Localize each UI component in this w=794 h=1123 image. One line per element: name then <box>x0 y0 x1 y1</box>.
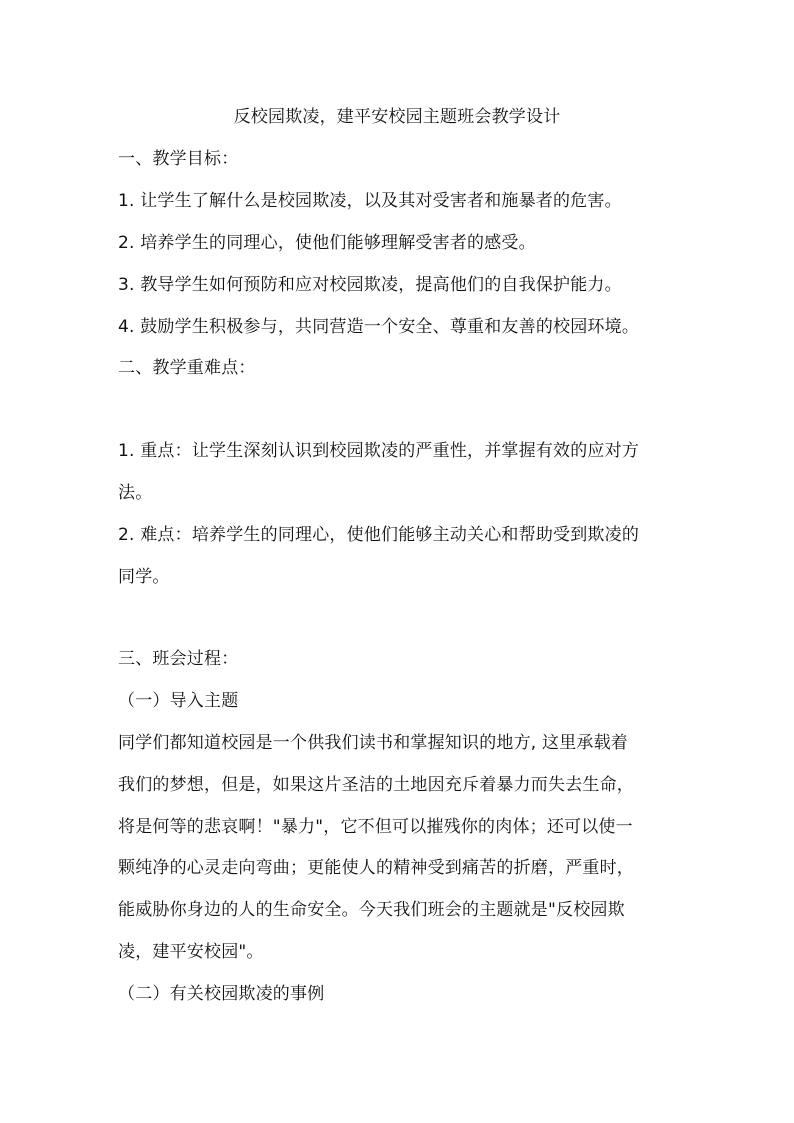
heading-key-points: 二、教学重难点： <box>118 358 256 378</box>
goal-item-2: 2. 培养学生的同理心，使他们能够理解受害者的感受。 <box>118 233 536 253</box>
intro-paragraph-line: 将是何等的悲哀啊！"暴力"，它不但可以摧残你的肉体；还可以使一 <box>118 817 633 837</box>
key-point-line: 法。 <box>118 483 153 503</box>
heading-class-process: 三、班会过程： <box>118 649 239 669</box>
goal-item-1: 1. 让学生了解什么是校园欺凌，以及其对受害者和施暴者的危害。 <box>118 191 622 211</box>
intro-paragraph-line: 能威胁你身边的人的生命安全。今天我们班会的主题就是"反校园欺 <box>118 900 625 920</box>
document-title: 反校园欺凌，建平安校园主题班会教学设计 <box>233 107 561 127</box>
intro-paragraph-line: 我们的梦想，但是，如果这片圣洁的土地因充斥着暴力而失去生命， <box>118 775 634 795</box>
intro-paragraph-line: 颗纯净的心灵走向弯曲；更能使人的精神受到痛苦的折磨，严重时， <box>118 858 634 878</box>
intro-paragraph-line: 同学们都知道校园是一个供我们读书和掌握知识的地方, 这里承载着 <box>118 733 629 753</box>
goal-item-3: 3. 教导学生如何预防和应对校园欺凌，提高他们的自我保护能力。 <box>118 275 622 295</box>
intro-paragraph-line: 凌，建平安校园"。 <box>118 942 264 962</box>
difficulty-line: 同学。 <box>118 567 170 587</box>
key-point-line: 1. 重点：让学生深刻认识到校园欺凌的严重性，并掌握有效的应对方 <box>118 441 640 461</box>
subheading-bullying-examples: （二）有关校园欺凌的事例 <box>118 984 325 1004</box>
goal-item-4: 4. 鼓励学生积极参与，共同营造一个安全、尊重和友善的校园环境。 <box>118 317 640 337</box>
heading-teaching-goals: 一、教学目标： <box>118 149 239 169</box>
difficulty-line: 2. 难点：培养学生的同理心，使他们能够主动关心和帮助受到欺凌的 <box>118 525 640 545</box>
subheading-introduction: （一）导入主题 <box>118 691 239 711</box>
